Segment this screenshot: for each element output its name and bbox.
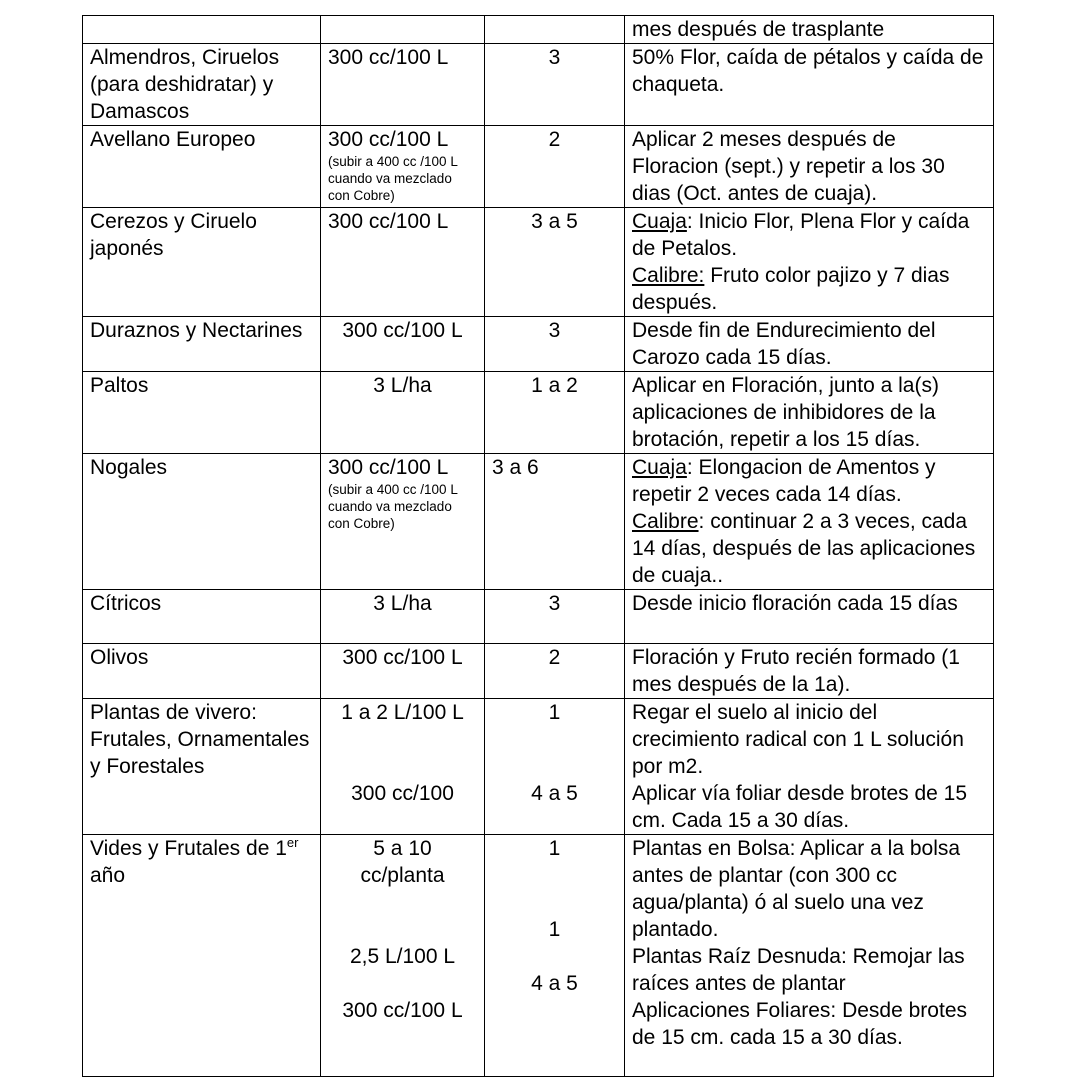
timing-cell: Aplicar 2 meses después de Floracion (sept.) y repetir a los 30 dias (Oct. antes de cuaja). <box>625 126 994 208</box>
applications-cell: 2 <box>485 126 625 208</box>
applications-value: 1 <box>548 701 561 724</box>
table-row <box>83 644 994 699</box>
crop-cell: Duraznos y Nectarines <box>83 317 321 372</box>
calibre-label: Calibre: <box>632 264 705 287</box>
crop-cell: Olivos <box>83 644 321 699</box>
dose-cell: 300 cc/100 L <box>321 44 485 126</box>
crop-cell: Plantas de vivero: Frutales, Ornamentales y Forestales <box>83 699 321 835</box>
applications-cell: 3 <box>485 590 625 644</box>
dose-cell <box>321 126 485 208</box>
applications-value: 1 <box>548 918 561 941</box>
dose-cell: 300 cc/100 L <box>321 644 485 699</box>
dose-cell <box>321 835 485 1077</box>
applications-cell <box>485 16 625 44</box>
applications-cell: 3 a 5 <box>485 208 625 317</box>
timing-cell <box>625 699 994 835</box>
table-row <box>83 16 994 44</box>
table-row <box>83 454 994 590</box>
cuaja-text: : Elongacion de Amentos y repetir 2 veces cada 14 días. <box>632 456 936 506</box>
table-row <box>83 835 994 1077</box>
applications-cell <box>485 835 625 1077</box>
dose-cell: 3 L/ha <box>321 372 485 454</box>
timing-cell: Floración y Fruto recién formado (1 mes después de la 1a). <box>625 644 994 699</box>
timing-text: Plantas Raíz Desnuda: Remojar las raíces antes de plantar <box>632 945 965 995</box>
table-row <box>83 317 994 372</box>
timing-cell: 50% Flor, caída de pétalos y caída de chaqueta. <box>625 44 994 126</box>
dose-cell <box>321 454 485 590</box>
table-row <box>83 372 994 454</box>
table-row <box>83 126 994 208</box>
timing-cell <box>625 835 994 1077</box>
table-row <box>83 699 994 835</box>
table-row <box>83 590 994 644</box>
dose-value: 2,5 L/100 L <box>349 945 456 968</box>
crop-cell: Almendros, Ciruelos (para deshidratar) y Damascos <box>83 44 321 126</box>
crop-cell: Nogales <box>83 454 321 590</box>
dose-value: 300 cc/100 <box>351 782 454 805</box>
cuaja-label: Cuaja <box>632 456 687 479</box>
cuaja-timing <box>632 208 986 262</box>
applications-cell: 3 a 6 <box>485 454 625 590</box>
timing-cell <box>625 454 994 590</box>
cuaja-text: : Inicio Flor, Plena Flor y caída de Petalos. <box>632 210 970 260</box>
crop-cell <box>83 16 321 44</box>
timing-cell: Aplicar en Floración, junto a la(s) aplicaciones de inhibidores de la brotación, repetir a los 15 días. <box>625 372 994 454</box>
applications-cell: 3 <box>485 317 625 372</box>
applications-value: 4 a 5 <box>531 972 578 995</box>
applications-cell: 1 a 2 <box>485 372 625 454</box>
timing-cell <box>625 208 994 317</box>
timing-cell: Desde fin de Endurecimiento del Carozo cada 15 días. <box>625 317 994 372</box>
cuaja-timing <box>632 454 986 508</box>
applications-value: 4 a 5 <box>531 782 578 805</box>
cuaja-label: Cuaja <box>632 210 687 233</box>
applications-cell <box>485 699 625 835</box>
calibre-timing <box>632 508 986 589</box>
dose-value: 300 cc/100 L <box>342 999 463 1022</box>
crop-cell: Cerezos y Ciruelo japonés <box>83 208 321 317</box>
dose-cell <box>321 16 485 44</box>
superscript: er <box>286 835 299 850</box>
dose-value: 1 a 2 L/100 L <box>341 701 464 724</box>
dose-note: (subir a 400 cc /100 L cuando va mezclado con Cobre) <box>328 482 458 531</box>
crop-cell: Paltos <box>83 372 321 454</box>
dose-cell <box>321 699 485 835</box>
dose-note: (subir a 400 cc /100 L cuando va mezclado con Cobre) <box>328 154 458 203</box>
calibre-text: Fruto color pajizo y 7 dias después. <box>632 264 950 314</box>
dose-cell: 3 L/ha <box>321 590 485 644</box>
calibre-timing <box>632 262 986 316</box>
table-row <box>83 44 994 126</box>
crop-cell: Cítricos <box>83 590 321 644</box>
dose-cell: 300 cc/100 L <box>321 317 485 372</box>
timing-text: Regar el suelo al inicio del crecimiento radical con 1 L solución por m2. <box>632 701 964 778</box>
application-table <box>82 15 994 1077</box>
timing-text: Aplicaciones Foliares: Desde brotes de 15 cm. cada 15 a 30 días. <box>632 999 967 1049</box>
table-row <box>83 208 994 317</box>
dose-value: 300 cc/100 L <box>328 456 449 479</box>
timing-text: Aplicar vía foliar desde brotes de 15 cm. Cada 15 a 30 días. <box>632 782 968 832</box>
applications-cell: 2 <box>485 644 625 699</box>
applications-cell: 3 <box>485 44 625 126</box>
calibre-text: : continuar 2 a 3 veces, cada 14 días, después de las aplicaciones de cuaja.. <box>632 510 976 587</box>
applications-value: 1 <box>548 837 561 860</box>
dose-value: 5 a 10 cc/planta <box>360 837 445 887</box>
dose-cell: 300 cc/100 L <box>321 208 485 317</box>
timing-text: Plantas en Bolsa: Aplicar a la bolsa antes de plantar (con 300 cc agua/planta) ó al suelo una vez plantado. <box>632 837 961 941</box>
crop-cell: Avellano Europeo <box>83 126 321 208</box>
crop-cell: Vides y Frutales de 1er año <box>83 835 321 1077</box>
dose-value: 300 cc/100 L <box>328 128 449 151</box>
calibre-label: Calibre <box>632 510 699 533</box>
timing-cell: mes después de trasplante <box>625 16 994 44</box>
timing-cell: Desde inicio floración cada 15 días <box>625 590 994 644</box>
